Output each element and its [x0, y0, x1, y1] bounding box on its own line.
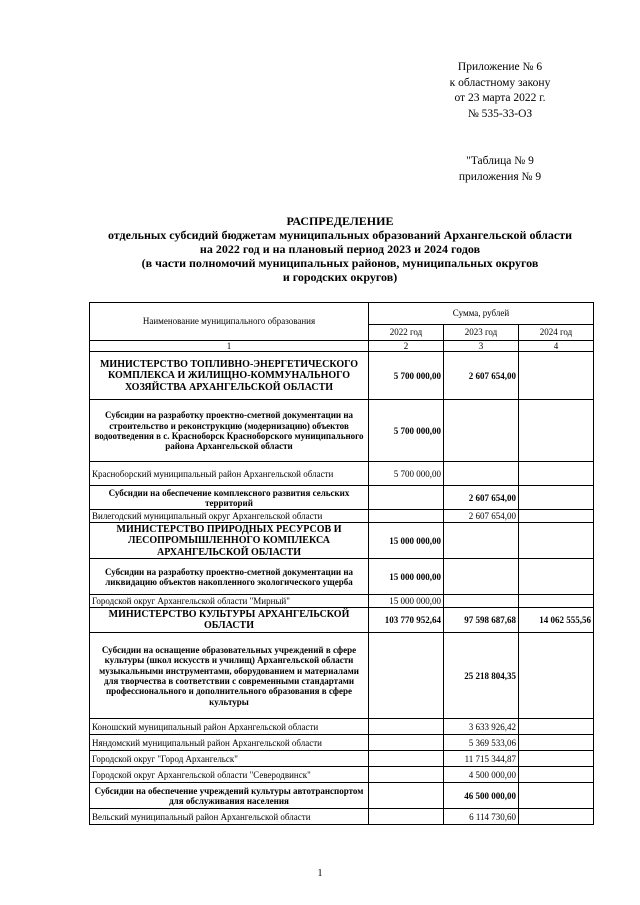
table-row: [90, 783, 594, 809]
row-value-2023: 3 633 926,42: [444, 719, 519, 735]
column-number: 4: [519, 341, 594, 352]
row-name: Субсидии на оснащение образовательных учреждений в сфере культуры (школ искусств и училищ) Архангельской области музыкальными инструментами, оборудованием и материалами для творчества в соответствии с современными стандартами профессионального и дополнительного образования в сфере культуры: [90, 633, 369, 719]
row-value-2022: [369, 719, 444, 735]
row-value-2023: [444, 559, 519, 595]
appendix-line: от 23 марта 2022 г.: [454, 92, 546, 104]
row-value-2024: [519, 809, 594, 825]
column-numbers-row: [90, 341, 594, 352]
table-row: [90, 735, 594, 751]
row-value-2024: [519, 595, 594, 608]
row-name: Вилегодский муниципальный округ Архангельской области: [90, 510, 369, 523]
row-value-2023: 2 607 654,00: [444, 352, 519, 400]
column-header-year: 2024 год: [519, 325, 594, 341]
row-value-2023: 5 369 533,06: [444, 735, 519, 751]
table-row: [90, 400, 594, 462]
table-reference-line: приложения № 9: [458, 170, 542, 183]
row-value-2023: [444, 400, 519, 462]
row-value-2023: 46 500 000,00: [444, 783, 519, 809]
table-row: [90, 595, 594, 608]
row-value-2024: [519, 735, 594, 751]
row-value-2023: 2 607 654,00: [444, 486, 519, 510]
row-value-2023: [444, 595, 519, 608]
row-name: Субсидии на обеспечение учреждений культуры автотранспортом для обслуживания населения: [90, 783, 369, 809]
row-value-2023: [444, 462, 519, 486]
table-row: [90, 608, 594, 633]
row-value-2022: 5 700 000,00: [369, 462, 444, 486]
heading-line: отдельных субсидий бюджетам муниципальных образований Архангельской области: [107, 228, 573, 242]
table-row: [90, 510, 594, 523]
row-value-2023: 97 598 687,68: [444, 608, 519, 633]
row-value-2023: 4 500 000,00: [444, 767, 519, 783]
heading-title: РАСПРЕДЕЛЕНИЕ: [286, 214, 394, 228]
heading-line: и городских округов): [282, 270, 398, 284]
table-row: [90, 719, 594, 735]
row-value-2024: [519, 352, 594, 400]
row-value-2022: [369, 633, 444, 719]
column-header-sum: Сумма, рублей: [369, 303, 594, 325]
row-value-2023: 25 218 804,35: [444, 633, 519, 719]
appendix-line: Приложение № 6: [457, 61, 543, 73]
row-value-2024: [519, 719, 594, 735]
row-name: Городской округ Архангельской области "Северодвинск": [90, 767, 369, 783]
column-number: 1: [90, 341, 369, 352]
row-value-2024: [519, 633, 594, 719]
heading-line: (в части полномочий муниципальных районов, муниципальных округов: [141, 256, 539, 270]
row-value-2022: [369, 751, 444, 767]
table-row: [90, 559, 594, 595]
row-value-2022: [369, 510, 444, 523]
table-reference-line: "Таблица № 9: [466, 155, 534, 167]
heading-line: на 2022 год и на плановый период 2023 и 2024 годов: [199, 242, 481, 256]
table-row: [90, 767, 594, 783]
column-header-year: 2023 год: [444, 325, 519, 341]
table-row: [90, 352, 594, 400]
row-value-2023: 6 114 730,60: [444, 809, 519, 825]
row-value-2022: 15 000 000,00: [369, 595, 444, 608]
row-value-2022: [369, 767, 444, 783]
row-value-2023: [444, 523, 519, 559]
column-number: 3: [444, 341, 519, 352]
row-value-2022: [369, 783, 444, 809]
row-value-2024: 14 062 555,56: [519, 608, 594, 633]
table-reference: [400, 154, 600, 185]
appendix-line: к областному закону: [449, 76, 551, 89]
row-value-2022: [369, 809, 444, 825]
row-name: Вельский муниципальный район Архангельской области: [90, 809, 369, 825]
row-name: Субсидии на разработку проектно-сметной документации на ликвидацию объектов накопленного экологического ущерба: [90, 559, 369, 595]
row-value-2024: [519, 523, 594, 559]
row-name: Субсидии на разработку проектно-сметной документации на строительство и реконструкцию (модернизацию) объектов водоотведения в с. Красноборск Красноборского муниципального района Архангельской области: [90, 400, 369, 462]
page-number: 1: [317, 868, 323, 879]
row-value-2022: [369, 735, 444, 751]
table-row: [90, 462, 594, 486]
row-name: МИНИСТЕРСТВО ТОПЛИВНО-ЭНЕРГЕТИЧЕСКОГО КОМПЛЕКСА И ЖИЛИЩНО-КОММУНАЛЬНОГО ХОЗЯЙСТВА АРХАНГЕЛЬСКОЙ ОБЛАСТИ: [90, 352, 369, 400]
table-row: [90, 751, 594, 767]
table-header-row: [90, 303, 594, 325]
table-row: [90, 633, 594, 719]
column-header-name: Наименование муниципального образования: [90, 303, 369, 341]
table-row: [90, 809, 594, 825]
subsidy-distribution-table: [89, 302, 594, 825]
row-value-2024: [519, 510, 594, 523]
row-value-2024: [519, 783, 594, 809]
appendix-block: [400, 60, 600, 122]
row-value-2022: 15 000 000,00: [369, 559, 444, 595]
row-name: Няндомский муниципальный район Архангельской области: [90, 735, 369, 751]
row-value-2024: [519, 486, 594, 510]
table-row: [90, 486, 594, 510]
row-name: МИНИСТЕРСТВО ПРИРОДНЫХ РЕСУРСОВ И ЛЕСОПРОМЫШЛЕННОГО КОМПЛЕКСА АРХАНГЕЛЬСКОЙ ОБЛАСТИ: [90, 523, 369, 559]
row-value-2024: [519, 559, 594, 595]
row-name: МИНИСТЕРСТВО КУЛЬТУРЫ АРХАНГЕЛЬСКОЙ ОБЛАСТИ: [90, 608, 369, 633]
row-name: Городской округ Архангельской области "Мирный": [90, 595, 369, 608]
row-value-2023: 2 607 654,00: [444, 510, 519, 523]
row-value-2022: 5 700 000,00: [369, 352, 444, 400]
appendix-line: № 535-33-ОЗ: [467, 107, 533, 120]
table-row: [90, 523, 594, 559]
row-value-2022: 15 000 000,00: [369, 523, 444, 559]
column-number: 2: [369, 341, 444, 352]
row-name: Красноборский муниципальный район Архангельской области: [90, 462, 369, 486]
document-heading: [60, 214, 620, 284]
row-name: Коношский муниципальный район Архангельской области: [90, 719, 369, 735]
row-value-2024: [519, 767, 594, 783]
row-name: Городской округ "Город Архангельск": [90, 751, 369, 767]
row-value-2024: [519, 751, 594, 767]
row-value-2022: 103 770 952,64: [369, 608, 444, 633]
row-value-2022: 5 700 000,00: [369, 400, 444, 462]
row-value-2024: [519, 462, 594, 486]
row-value-2022: [369, 486, 444, 510]
row-name: Субсидии на обеспечение комплексного развития сельских территорий: [90, 486, 369, 510]
row-value-2024: [519, 400, 594, 462]
column-header-year: 2022 год: [369, 325, 444, 341]
row-value-2023: 11 715 344,87: [444, 751, 519, 767]
